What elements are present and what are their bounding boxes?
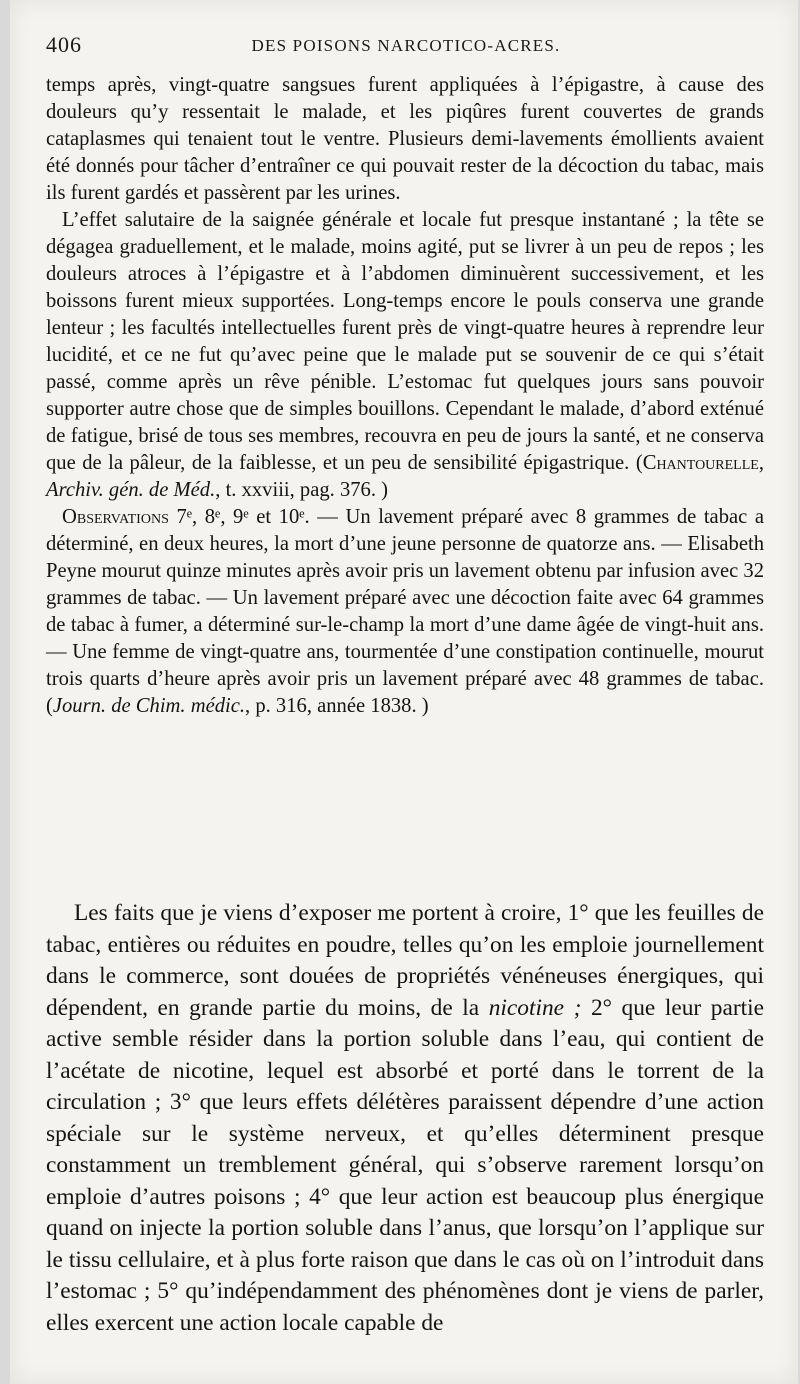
page-number: 406: [46, 32, 82, 57]
paragraph-recovery: L’effet salutaire de la saignée générale et locale fut presque instantané ; la tête se dégagea graduellement, et le malade, moins agité, put se livrer à un peu de repos ; les douleurs atroces à l’épigastre et à l’abdomen diminuèrent successivement, et les boissons furent mieux supportées. Long-temps encore le pouls conserva une grande lenteur ; les facultés intellectuelles furent près de vingt-quatre heures à reprendre leur lucidité, et ce ne fut qu’avec peine que le malade put se souvenir de ce qui s’était passé, comme après un rêve pénible. L’estomac fut quelques jours sans pouvoir supporter autre chose que de simples bouillons. Cependant le malade, d’abord exténué de fatigue, brisé de tous ses membres, recouvra en peu de jours la santé, et ne conserva que de la pâleur, de la faiblesse, et un peu de sensibilité épigastrique. (Chantourelle, Archiv. gén. de Méd., t. xxviii, pag. 376. ): [46, 209, 764, 501]
page-header: [46, 32, 766, 62]
large-text-block: [46, 898, 764, 1339]
citation-journal: Archiv. gén. de Méd.: [46, 479, 216, 501]
running-title: DES POISONS NARCOTICO-ACRES.: [251, 36, 561, 55]
citation-author: Chantourelle: [642, 452, 759, 474]
paragraph-observations: Observations 7ᵉ, 8ᵉ, 9ᵉ et 10ᵉ. — Un lavement préparé avec 8 grammes de tabac a déterminé, en deux heures, la mort d’une jeune personne de quatorze ans. — Elisabeth Peyne mourut quinze minutes après avoir pris un lavement obtenu par infusion avec 32 grammes de tabac. — Un lavement préparé avec une décoction faite avec 64 grammes de tabac à fumer, a déterminé sur-le-champ la mort d’une dame âgée de vingt-huit ans. — Une femme de vingt-quatre ans, tourmentée d’une constipation continuelle, mourut trois quarts d’heure après avoir pris un lavement préparé avec 48 grammes de tabac. (Journ. de Chim. médic., p. 316, année 1838. ): [46, 506, 764, 717]
nicotine-term: nicotine ;: [488, 994, 582, 1021]
paragraph-continuation: temps après, vingt-quatre sangsues furent appliquées à l’épigastre, à cause des douleurs qu’y ressentait le malade, et les piqûres furent couvertes de grands cataplasmes qui tenaient tout le ventre. Plusieurs demi-lavements émollients avaient été donnés pour tâcher d’entraîner ce qui pouvait rester de la décoction du tabac, mais ils furent gardés et passèrent par les urines.: [46, 74, 764, 204]
small-text-block: [46, 72, 764, 720]
paragraph-conclusions: Les faits que je viens d’exposer me portent à croire, 1° que les feuilles de tabac, entières ou réduites en poudre, telles qu’on les emploie journellement dans le commerce, sont douées de propriétés vénéneuses énergiques, qui dépendent, en grande partie du moins, de la nicotine ; 2° que leur partie active semble résider dans la portion soluble dans l’eau, qui contient de l’acétate de nicotine, lequel est absorbé et porté dans le torrent de la circulation ; 3° que leurs effets délétères paraissent dépendre d’une action spéciale sur le système nerveux, et qu’elles déterminent presque constamment un tremblement général, qui s’observe rarement lorsqu’on emploie d’autres poisons ; 4° que leur action est beaucoup plus énergique quand on injecte la portion soluble dans l’anus, que lorsqu’on l’applique sur le tissu cellulaire, et à plus forte raison que dans le cas où on l’introduit dans l’estomac ; 5° qu’indépendamment des phénomènes dont je viens de parler, elles exercent une action locale capable de: [46, 900, 765, 1336]
observations-label: Observations: [62, 506, 169, 528]
book-page: [10, 0, 798, 1384]
citation-journal-2: Journ. de Chim. médic.: [52, 695, 246, 717]
